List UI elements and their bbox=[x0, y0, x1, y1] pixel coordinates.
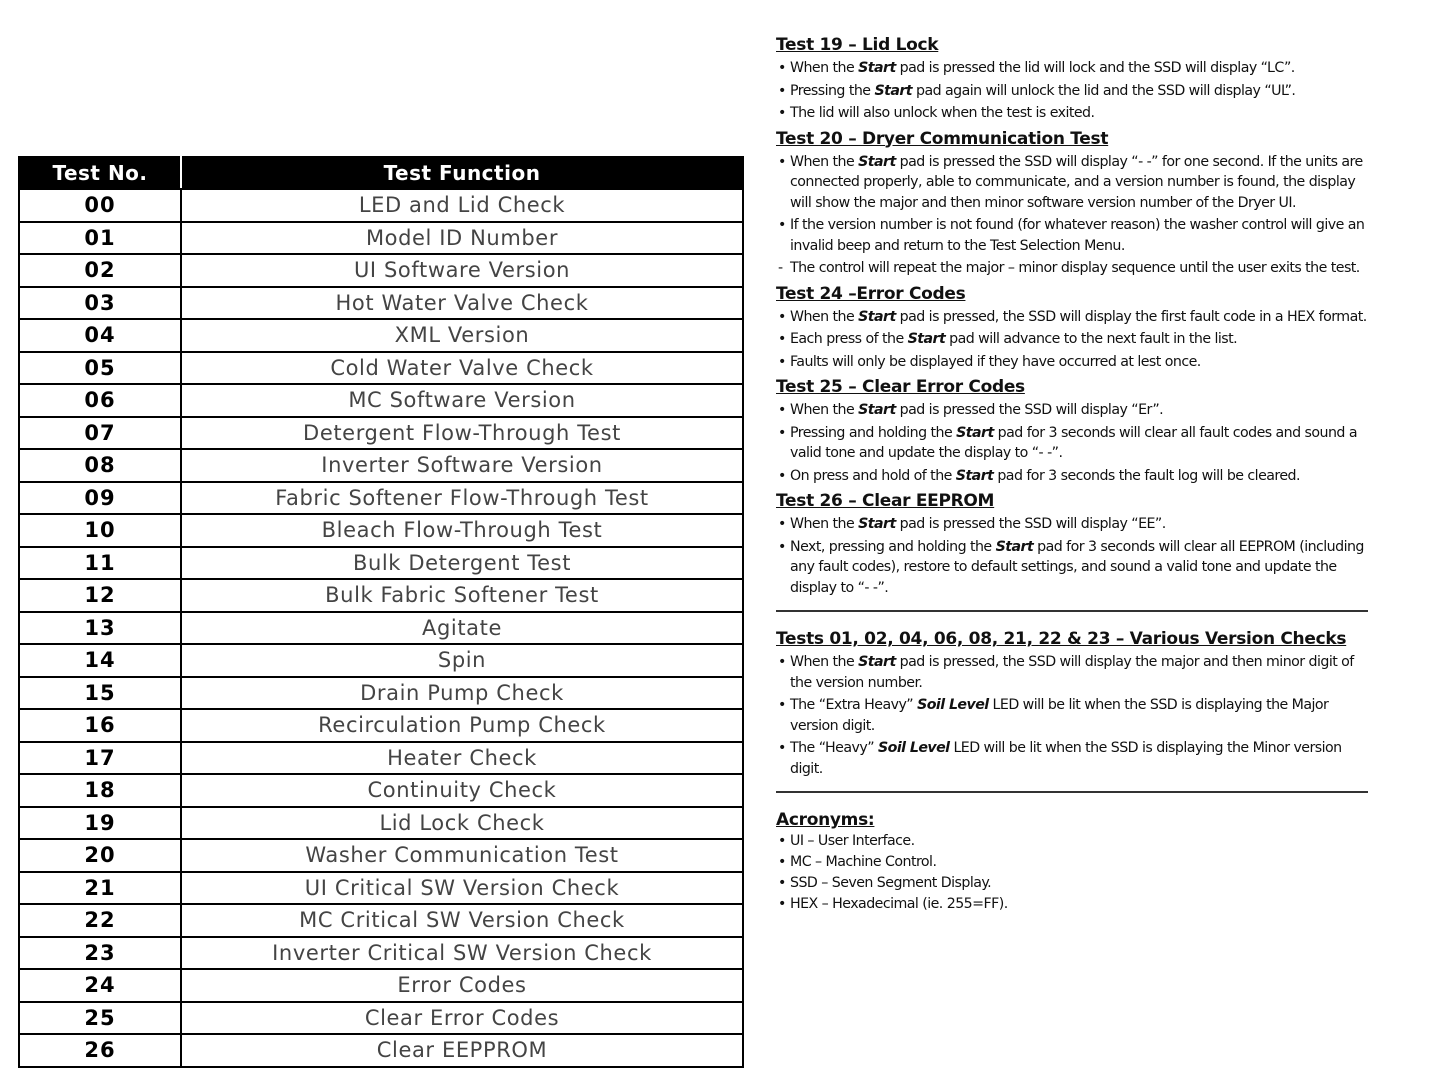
test-function-cell: Fabric Softener Flow-Through Test bbox=[181, 482, 743, 515]
acronym-item: • MC – Machine Control. bbox=[778, 854, 937, 870]
test-function-cell: MC Critical SW Version Check bbox=[181, 904, 743, 937]
test-number-cell: 05 bbox=[19, 352, 181, 385]
test-number-cell: 07 bbox=[19, 417, 181, 450]
table-row bbox=[19, 774, 743, 807]
table-row bbox=[19, 1002, 743, 1035]
test-number-cell: 24 bbox=[19, 969, 181, 1002]
section-test-26 bbox=[776, 490, 1368, 598]
test-number-cell: 22 bbox=[19, 904, 181, 937]
test-number-cell: 19 bbox=[19, 807, 181, 840]
section-title: Acronyms: bbox=[776, 810, 875, 830]
table-row bbox=[19, 612, 743, 645]
bullet-item: • On press and hold of the Start pad for 3 seconds the fault log will be cleared. bbox=[778, 467, 1300, 484]
bullet-item: • Pressing the Start pad again will unlock the lid and the SSD will display “UL”. bbox=[778, 82, 1296, 99]
bullet-item: • Pressing and holding the Start pad for 3 seconds will clear all fault codes and sound a valid tone and update the display to “- -”. bbox=[778, 424, 1357, 461]
bullet-item: • The “Heavy” Soil Level LED will be lit when the SSD is displaying the Minor version digit. bbox=[778, 740, 1342, 777]
test-number-cell: 12 bbox=[19, 579, 181, 612]
test-number-cell: 08 bbox=[19, 449, 181, 482]
test-function-cell: Spin bbox=[181, 644, 743, 677]
section-title: Test 24 –Error Codes bbox=[776, 283, 966, 304]
test-function-cell: Drain Pump Check bbox=[181, 677, 743, 710]
test-number-cell: 09 bbox=[19, 482, 181, 515]
test-function-cell: Inverter Software Version bbox=[181, 449, 743, 482]
divider bbox=[776, 791, 1368, 793]
table-row bbox=[19, 352, 743, 385]
table-row bbox=[19, 969, 743, 1002]
bullet-item: • When the Start pad is pressed the SSD will display “EE”. bbox=[778, 516, 1166, 532]
table-row bbox=[19, 319, 743, 352]
test-number-cell: 26 bbox=[19, 1034, 181, 1067]
section-various-version-checks bbox=[776, 628, 1368, 779]
bullet-item: • The “Extra Heavy” Soil Level LED will be lit when the SSD is displaying the Major version digit. bbox=[778, 697, 1329, 734]
test-function-cell: Lid Lock Check bbox=[181, 807, 743, 840]
acronym-item: • SSD – Seven Segment Display. bbox=[778, 875, 992, 891]
table-row bbox=[19, 742, 743, 775]
table-row bbox=[19, 417, 743, 450]
test-function-cell: Bleach Flow-Through Test bbox=[181, 514, 743, 547]
test-function-cell: Heater Check bbox=[181, 742, 743, 775]
test-function-table bbox=[18, 156, 744, 1068]
acronym-item: • HEX – Hexadecimal (ie. 255=FF). bbox=[778, 896, 1008, 912]
section-test-24 bbox=[776, 283, 1368, 373]
section-title: Test 19 – Lid Lock bbox=[776, 35, 939, 55]
test-function-cell: Continuity Check bbox=[181, 774, 743, 807]
test-number-cell: 16 bbox=[19, 709, 181, 742]
test-function-cell: MC Software Version bbox=[181, 384, 743, 417]
test-function-cell: LED and Lid Check bbox=[181, 189, 743, 222]
table-row bbox=[19, 547, 743, 580]
table-row bbox=[19, 709, 743, 742]
table-row bbox=[19, 872, 743, 905]
section-acronyms bbox=[776, 809, 1368, 915]
acronym-item: • UI – User Interface. bbox=[778, 833, 915, 849]
test-number-cell: 03 bbox=[19, 287, 181, 320]
test-number-cell: 20 bbox=[19, 839, 181, 872]
table-row bbox=[19, 254, 743, 287]
bullet-item: • Faults will only be displayed if they have occurred at lest once. bbox=[778, 353, 1201, 370]
bullet-item: • The lid will also unlock when the test is exited. bbox=[778, 105, 1095, 121]
test-number-cell: 21 bbox=[19, 872, 181, 905]
table-row bbox=[19, 482, 743, 515]
test-function-cell: Clear EEPPROM bbox=[181, 1034, 743, 1067]
bullet-item: - The control will repeat the major – minor display sequence until the user exits the test. bbox=[778, 260, 1360, 276]
table-row bbox=[19, 677, 743, 710]
table-row bbox=[19, 937, 743, 970]
table-row bbox=[19, 644, 743, 677]
section-test-25 bbox=[776, 376, 1368, 486]
header-test-function: Test Function bbox=[181, 157, 743, 189]
test-function-cell: Bulk Fabric Softener Test bbox=[181, 579, 743, 612]
table-row bbox=[19, 384, 743, 417]
table-row bbox=[19, 449, 743, 482]
test-number-cell: 01 bbox=[19, 222, 181, 255]
test-function-cell: XML Version bbox=[181, 319, 743, 352]
test-function-cell: Inverter Critical SW Version Check bbox=[181, 937, 743, 970]
table-row bbox=[19, 807, 743, 840]
section-test-20 bbox=[776, 128, 1368, 279]
test-number-cell: 17 bbox=[19, 742, 181, 775]
test-function-cell: Model ID Number bbox=[181, 222, 743, 255]
test-number-cell: 04 bbox=[19, 319, 181, 352]
test-number-cell: 06 bbox=[19, 384, 181, 417]
table-row bbox=[19, 904, 743, 937]
test-number-cell: 11 bbox=[19, 547, 181, 580]
table-row bbox=[19, 839, 743, 872]
test-function-cell: Washer Communication Test bbox=[181, 839, 743, 872]
test-function-cell: Cold Water Valve Check bbox=[181, 352, 743, 385]
table-row bbox=[19, 579, 743, 612]
test-function-cell: Bulk Detergent Test bbox=[181, 547, 743, 580]
test-number-cell: 25 bbox=[19, 1002, 181, 1035]
table-body bbox=[19, 189, 743, 1067]
bullet-item: • Next, pressing and holding the Start pad for 3 seconds will clear all EEPROM (including any fault codes), restore to default settings, and sound a valid tone and update the display to “- -”. bbox=[778, 538, 1364, 596]
bullet-item: • If the version number is not found (for whatever reason) the washer control will give an invalid beep and return to the Test Selection Menu. bbox=[778, 217, 1365, 254]
test-number-cell: 23 bbox=[19, 937, 181, 970]
table-header-row bbox=[19, 157, 743, 189]
bullet-item: • Each press of the Start pad will advance to the next fault in the list. bbox=[778, 331, 1238, 347]
bullet-item: • When the Start pad is pressed the SSD will display “Er”. bbox=[778, 402, 1164, 418]
test-function-cell: Error Codes bbox=[181, 969, 743, 1002]
test-number-cell: 18 bbox=[19, 774, 181, 807]
test-function-cell: Clear Error Codes bbox=[181, 1002, 743, 1035]
test-function-cell: Hot Water Valve Check bbox=[181, 287, 743, 320]
test-number-cell: 02 bbox=[19, 254, 181, 287]
divider bbox=[776, 610, 1368, 612]
section-title: Test 25 – Clear Error Codes bbox=[776, 377, 1025, 397]
table-row bbox=[19, 222, 743, 255]
section-title: Test 26 – Clear EEPROM bbox=[776, 491, 995, 511]
test-function-cell: UI Software Version bbox=[181, 254, 743, 287]
header-test-no: Test No. bbox=[19, 157, 181, 189]
test-number-cell: 15 bbox=[19, 677, 181, 710]
table-row bbox=[19, 287, 743, 320]
test-function-cell: Agitate bbox=[181, 612, 743, 645]
test-notes bbox=[776, 34, 1368, 919]
test-function-cell: Detergent Flow-Through Test bbox=[181, 417, 743, 450]
test-number-cell: 10 bbox=[19, 514, 181, 547]
bullet-item: • When the Start pad is pressed, the SSD will display the major and then minor digit of the version number. bbox=[778, 654, 1354, 691]
bullet-item: • When the Start pad is pressed the lid will lock and the SSD will display “LC”. bbox=[778, 60, 1295, 76]
test-number-cell: 00 bbox=[19, 189, 181, 222]
table-row bbox=[19, 514, 743, 547]
test-number-cell: 13 bbox=[19, 612, 181, 645]
section-title: Test 20 – Dryer Communication Test bbox=[776, 128, 1109, 149]
bullet-item: • When the Start pad is pressed the SSD will display “- -” for one second. If the units are connected properly, able to communicate, and a version number is found, the display will show the major and then minor software version number of the Dryer UI. bbox=[778, 153, 1363, 211]
test-number-cell: 14 bbox=[19, 644, 181, 677]
test-function-cell: Recirculation Pump Check bbox=[181, 709, 743, 742]
bullet-item: • When the Start pad is pressed, the SSD will display the first fault code in a HEX format. bbox=[778, 308, 1367, 325]
section-test-19 bbox=[776, 34, 1368, 124]
table-row bbox=[19, 189, 743, 222]
test-function-cell: UI Critical SW Version Check bbox=[181, 872, 743, 905]
table-row bbox=[19, 1034, 743, 1067]
section-title: Tests 01, 02, 04, 06, 08, 21, 22 & 23 – Various Version Checks bbox=[776, 629, 1347, 649]
